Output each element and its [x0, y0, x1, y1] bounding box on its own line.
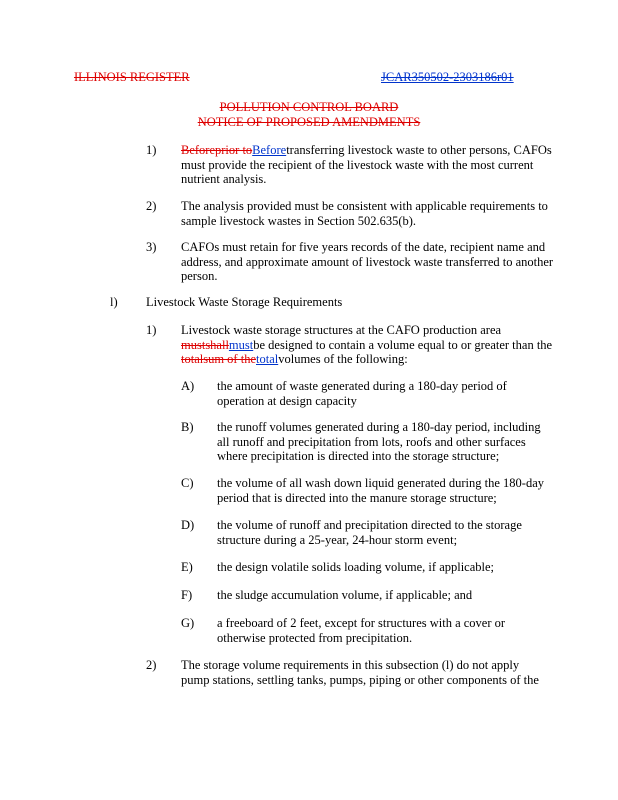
item-letter: A)	[181, 379, 195, 393]
register-header	[74, 70, 190, 85]
item-number: 2)	[146, 658, 157, 672]
item-letter: B)	[181, 420, 194, 434]
item-text: The analysis provided must be consistent with applicable requirements to sample livestock wastes in Section 502.635(b).	[181, 199, 548, 228]
item-letter: C)	[181, 476, 194, 490]
item-text: the sludge accumulation volume, if applicable; and	[217, 588, 473, 602]
item-text: the volume of runoff and precipitation directed to the storage structure during a 25-year, 24-hour storm event;	[217, 518, 522, 547]
item-text: the amount of waste generated during a 180-day period of operation at design capacity	[217, 379, 507, 408]
item-letter: F)	[181, 588, 193, 602]
item-number: 1)	[146, 323, 157, 337]
item-letter: G)	[181, 616, 195, 630]
agency-title: POLLUTION CONTROL BOARD	[219, 100, 399, 114]
item-text: Beforeprior toBeforetransferring livestock waste to other persons, CAFOs must provide the recipient of the livestock waste with the most current nutrient analysis.	[181, 143, 552, 186]
item-number: 1)	[146, 143, 157, 157]
item-letter: D)	[181, 518, 195, 532]
item-text: a freeboard of 2 feet, except for structures with a cover or otherwise protected from precipitation.	[217, 616, 506, 645]
item-number: 2)	[146, 199, 157, 213]
subsection-number: l)	[110, 295, 118, 309]
item-text: The storage volume requirements in this subsection (l) do not apply pump stations, settling tanks, pumps, piping or other components of the	[181, 658, 539, 687]
item-text: Livestock waste storage structures at the CAFO production area mustshallmustbe designed to contain a volume equal to or greater than the totalsum of thetotalvolumes of the following:	[181, 323, 553, 366]
item-text: the volume of all wash down liquid generated during the 180-day period that is directed into the manure storage structure;	[217, 476, 545, 505]
item-text: the runoff volumes generated during a 180-day period, including all runoff and precipitation from lots, roofs and other surfaces where precipitation is directed into the storage structure;	[217, 420, 541, 463]
subsection-heading: Livestock Waste Storage Requirements	[146, 295, 343, 309]
item-text: the design volatile solids loading volume, if applicable;	[217, 560, 495, 574]
item-text: CAFOs must retain for five years records of the date, recipient name and address, and approximate amount of livestock waste transferred to another person.	[181, 240, 554, 283]
document-id	[381, 70, 514, 85]
register-name-deleted: ILLINOIS REGISTER	[74, 70, 190, 84]
item-letter: E)	[181, 560, 193, 574]
notice-title: NOTICE OF PROPOSED AMENDMENTS	[197, 115, 421, 129]
document-id-text: JCAR350502-2303186r01	[381, 70, 514, 84]
item-number: 3)	[146, 240, 157, 254]
